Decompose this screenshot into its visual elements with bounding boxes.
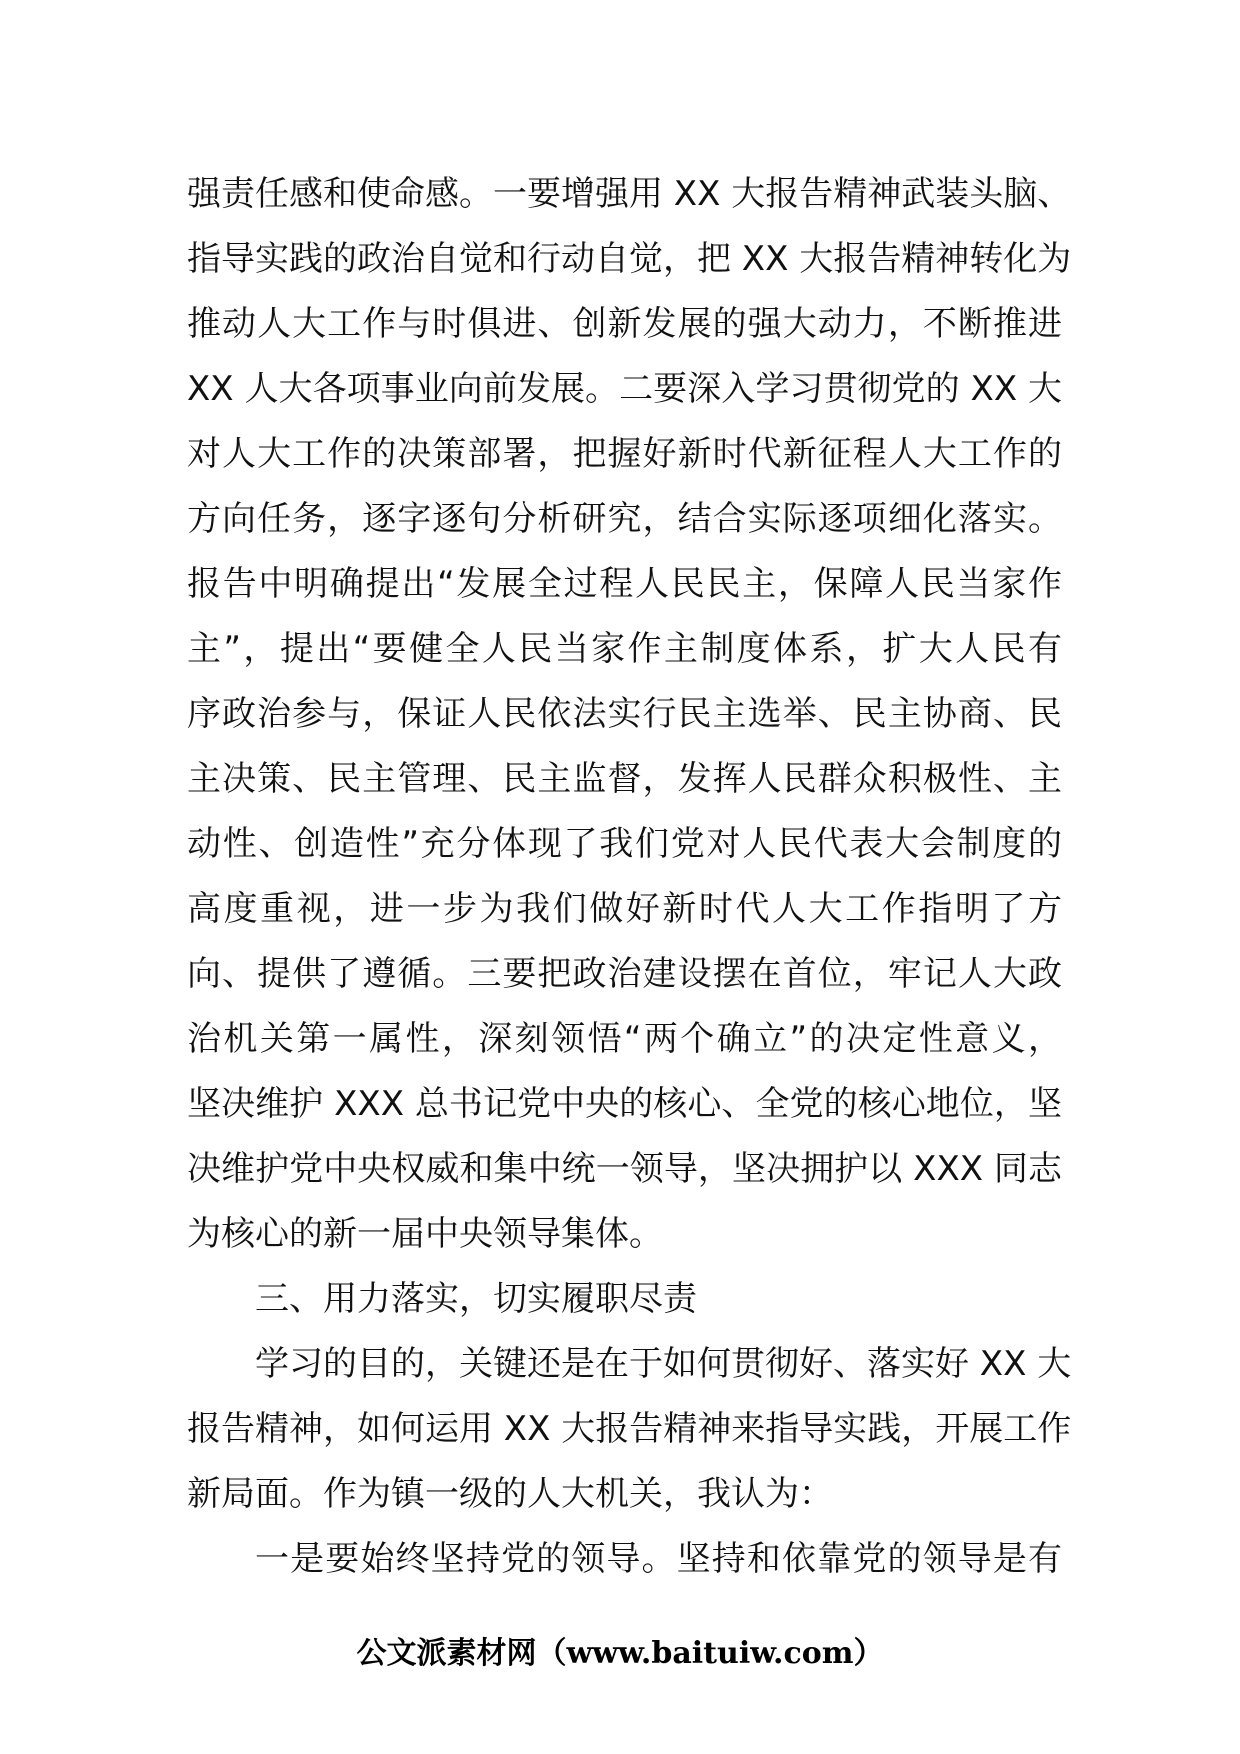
text-line: 高度重视，进一步为我们做好新时代人大工作指明了方 [187,889,1062,929]
text-line: 报告精神，如何运用 XX 大报告精神来指导实践，开展工作 [187,1409,1072,1449]
text-line: 动性、创造性”充分体现了我们党对人民代表大会制度的 [187,824,1062,864]
text-line: XX 人大各项事业向前发展。二要深入学习贯彻党的 XX 大 [187,369,1062,409]
text-line: 为核心的新一届中央领导集体。 [187,1214,663,1254]
text-line: 方向任务，逐字逐句分析研究，结合实际逐项细化落实。 [187,499,1062,539]
text-line: 一是要始终坚持党的领导。坚持和依靠党的领导是有 [255,1539,1062,1579]
text-line: 决维护党中央权威和集中统一领导，坚决拥护以 XXX 同志 [187,1149,1062,1189]
text-line: 坚决维护 XXX 总书记党中央的核心、全党的核心地位，坚 [187,1084,1062,1124]
text-line: 对人大工作的决策部署，把握好新时代新征程人大工作的 [187,434,1062,474]
text-line: 强责任感和使命感。一要增强用 XX 大报告精神武装头脑、 [187,174,1072,214]
text-line: 序政治参与，保证人民依法实行民主选举、民主协商、民 [187,694,1062,734]
text-line: 报告中明确提出“发展全过程人民民主，保障人民当家作 [187,564,1062,604]
text-line: 指导实践的政治自觉和行动自觉，把 XX 大报告精神转化为 [187,239,1072,279]
document-body [187,162,1072,1592]
text-line: 主”，提出“要健全人民当家作主制度体系，扩大人民有 [187,629,1062,669]
text-line: 推动人大工作与时俱进、创新发展的强大动力，不断推进 [187,304,1062,344]
section-heading: 三、用力落实，切实履职尽责 [255,1279,697,1319]
text-line: 新局面。作为镇一级的人大机关，我认为： [187,1474,833,1514]
text-line: 向、提供了遵循。三要把政治建设摆在首位，牢记人大政 [187,954,1062,994]
text-line: 治机关第一属性，深刻领悟“两个确立”的决定性意义， [187,1019,1062,1059]
text-line: 主决策、民主管理、民主监督，发挥人民群众积极性、主 [187,759,1062,799]
page-footer-watermark: 公文派素材网（www.baituiw.com） [356,1636,884,1671]
text-line: 学习的目的，关键还是在于如何贯彻好、落实好 XX 大 [255,1344,1072,1384]
